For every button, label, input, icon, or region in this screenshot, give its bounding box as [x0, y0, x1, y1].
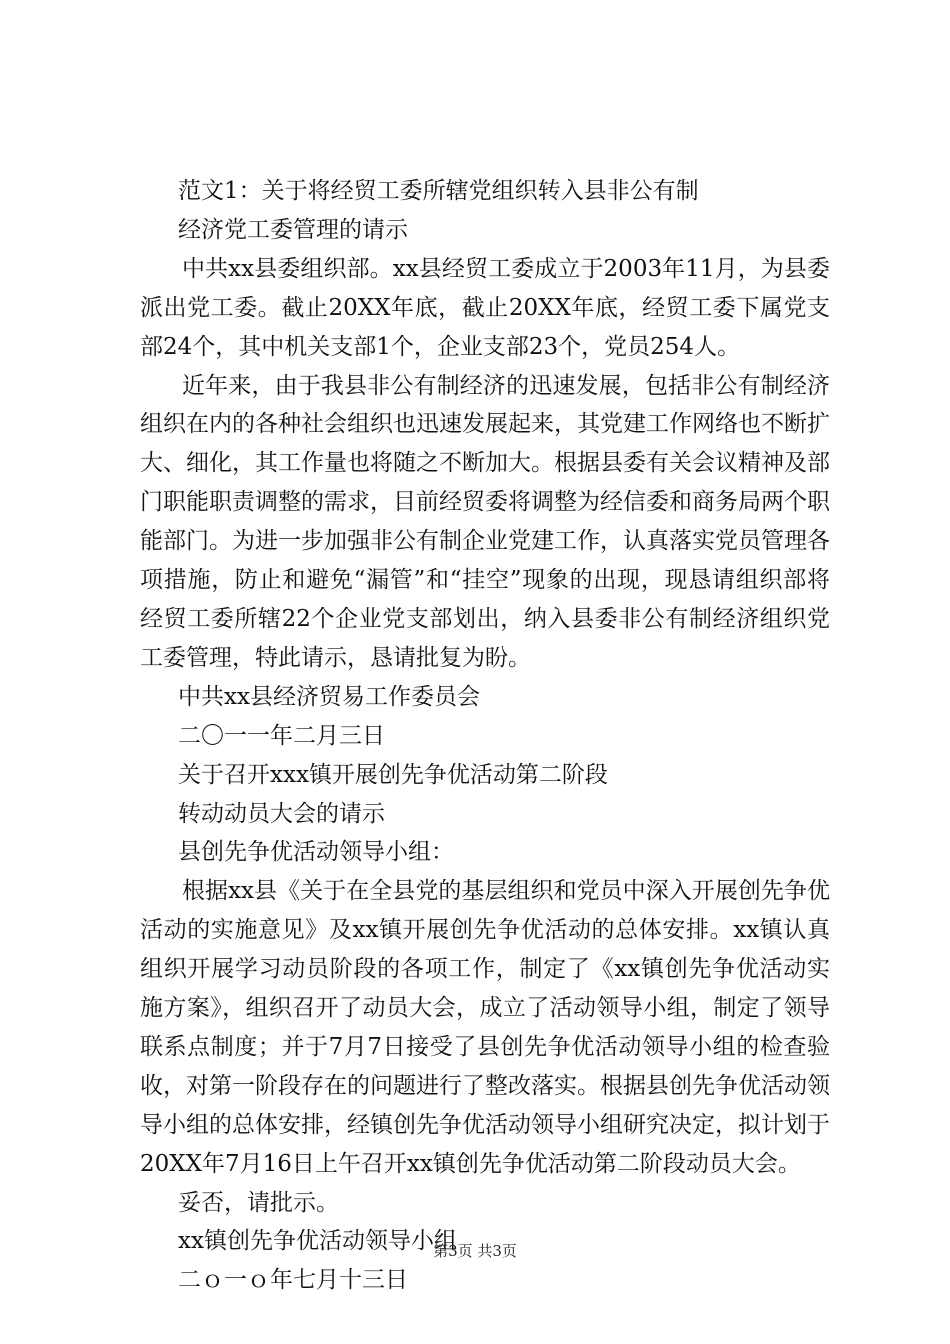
salutation: 县创先争优活动领导小组： [178, 839, 454, 866]
signature-1: 中共xx县经济贸易工作委员会 [178, 683, 480, 710]
title2-line-2: 转动动员大会的请示 [178, 800, 385, 827]
paragraph-2: 近年来，由于我县非公有制经济的迅速发展，包括非公有制经济组织在内的各种社会组织也迅速发展起来，其党建工作网络也不断扩大、细化，其工作量也将随之不断加大。根据县委有关会议精神及部门职能职责调整的需求，目前经贸委将调整为经信委和商务局两个职能部门。为进一步加强非公有制企业党建工作，认真落实党员管理各项措施，防止和避免“漏管”和“挂空”现象的出现，现恳请组织部将经贸工委所辖22个企业党支部划出，纳入县委非公有制经济组织党工委管理，特此请示，恳请批复为盼。 [140, 372, 830, 671]
title2-line-1: 关于召开xxx镇开展创先争优活动第二阶段 [178, 761, 608, 788]
closing-line: 妥否，请批示。 [178, 1189, 339, 1216]
date-1: 二〇一一年二月三日 [178, 722, 385, 749]
signature-2: xx镇创先争优活动领导小组 [178, 1228, 457, 1255]
paragraph-1: 中共xx县委组织部。xx县经贸工委成立于2003年11月，为县委派出党工委。截止20XX年底，截止20XX年底，经贸工委下属党支部24个，其中机关支部1个，企业支部23个，党员254人。 [140, 255, 830, 360]
document-body [140, 172, 830, 1300]
page-number-footer: 第3页 共3页 [433, 1242, 517, 1260]
title-line-2: 经济党工委管理的请示 [178, 216, 408, 243]
paragraph-3: 根据xx县《关于在全县党的基层组织和党员中深入开展创先争优活动的实施意见》及xx镇开展创先争优活动的总体安排。xx镇认真组织开展学习动员阶段的各项工作，制定了《xx镇创先争优活动实施方案》，组织召开了动员大会，成立了活动领导小组，制定了领导联系点制度；并于7月7日接受了县创先争优活动领导小组的检查验收，对第一阶段存在的问题进行了整改落实。根据县创先争优活动领导小组的总体安排，经镇创先争优活动领导小组研究决定，拟计划于20XX年7月16日上午召开xx镇创先争优活动第二阶段动员大会。 [140, 878, 830, 1177]
date-2: 二ｏ一ｏ年七月十三日 [178, 1267, 408, 1294]
title-line-1: 范文1：关于将经贸工委所辖党组织转入县非公有制 [178, 178, 699, 204]
